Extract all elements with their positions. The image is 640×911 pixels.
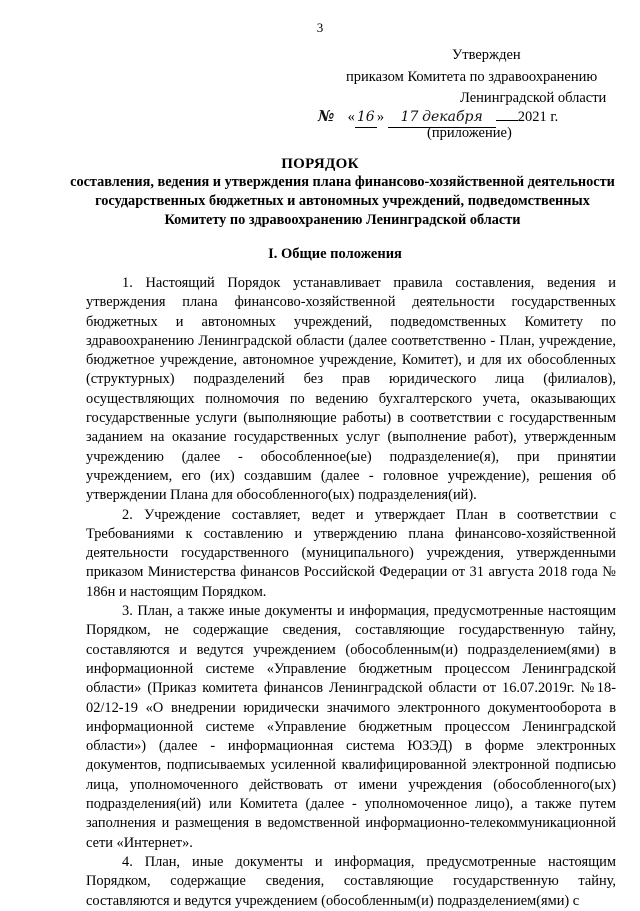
handwritten-month: декабря: [422, 109, 483, 125]
document-title: ПОРЯДОК: [281, 156, 359, 172]
approval-note: (приложение): [427, 125, 512, 141]
handwritten-number-sign: №: [318, 107, 335, 125]
quote-open: «: [347, 109, 355, 125]
handwritten-day: 17: [400, 109, 419, 125]
section-heading: I. Общие положения: [268, 246, 402, 262]
approval-year: 2021 г.: [517, 109, 559, 125]
paragraph-2: 2. Учреждение составляет, ведет и утверждает План в соответствии с Требованиями к составлению и утверждению плана финансово-хозяйственной деятельности государственного (муниципального) учреждения, утвержденными приказом Министерства финансов Российской Федерации от 31 августа 2018 года № 186н и настоящим Порядком.: [86, 506, 616, 600]
page-number: 3: [316, 20, 324, 35]
quote-close: »: [376, 109, 385, 125]
approval-line-region: Ленинградской области: [460, 90, 607, 106]
document-body: [86, 274, 616, 911]
paragraph-3: 3. План, а также иные документы и информация, предусмотренные настоящим Порядком, не содержащие сведения, составляющие государственную тайну, составляются и ведутся учреждением (обособленным(и) подразделением(ями) в информационной системе «Управление бюджетным процессом Ленинградской области» (Приказ комитета финансов Ленинградской области от 16.07.2019г. №18-02/12-19 «О внедрении юридически значимого электронного документооборота в информационной системе «Управление бюджетным процессом Ленинградской области») (далее - информационная система ЮЗЭД) в форме электронных документов, подписываемых усиленной квалифицированной электронной подписью лица, уполномоченного действовать от имени учреждения (обособленного(ых) подразделения(ий) или Комитета (далее - уполномоченное лицо), а также путем заполнения и размещения в ведомственной информационно-телекоммуникационной сети «Интернет».: [86, 603, 616, 851]
paragraph-1: 1. Настоящий Порядок устанавливает правила составления, ведения и утверждения плана финансово-хозяйственной деятельности государственных бюджетных и автономных учреждений, подведомственных Комитету по здравоохранению Ленинградской области (далее соответственно - План, учреждение, бюджетное учреждение, автономное учреждение, Комитет), и для их обособленных (структурных) подразделений без прав юридического лица (филиалов), осуществляющих полномочия по ведению бухгалтерского учета, оказывающих государственные услуги (выполняющие работы) в соответствии с государственным заданием на оказание государственных услуг (выполнение работ), утвержденным учреждению (далее - обособленное(ые) подразделение(я), при принятии учреждением, его (их) создавшим (далее - головное учреждение), решения об утверждении Плана для обособленного(ых) подразделения(ий).: [86, 275, 616, 504]
handwritten-order-number: 16: [356, 109, 375, 125]
approval-line-approved: Утвержден: [452, 47, 521, 63]
approval-line-order: приказом Комитета по здравоохранению: [346, 69, 598, 85]
paragraph-4: 4. План, иные документы и информация, предусмотренные настоящим Порядком, содержащие сведения, составляющие государственную тайну, составляются и ведутся учреждением (обособленным(и) подразделением(ями) с: [86, 853, 616, 909]
document-subtitle: составления, ведения и утверждения плана финансово-хозяйственной деятельности государственных бюджетных и автономных учреждений, подведомственных Комитету по здравоохранению Ленинградской области: [70, 174, 615, 228]
